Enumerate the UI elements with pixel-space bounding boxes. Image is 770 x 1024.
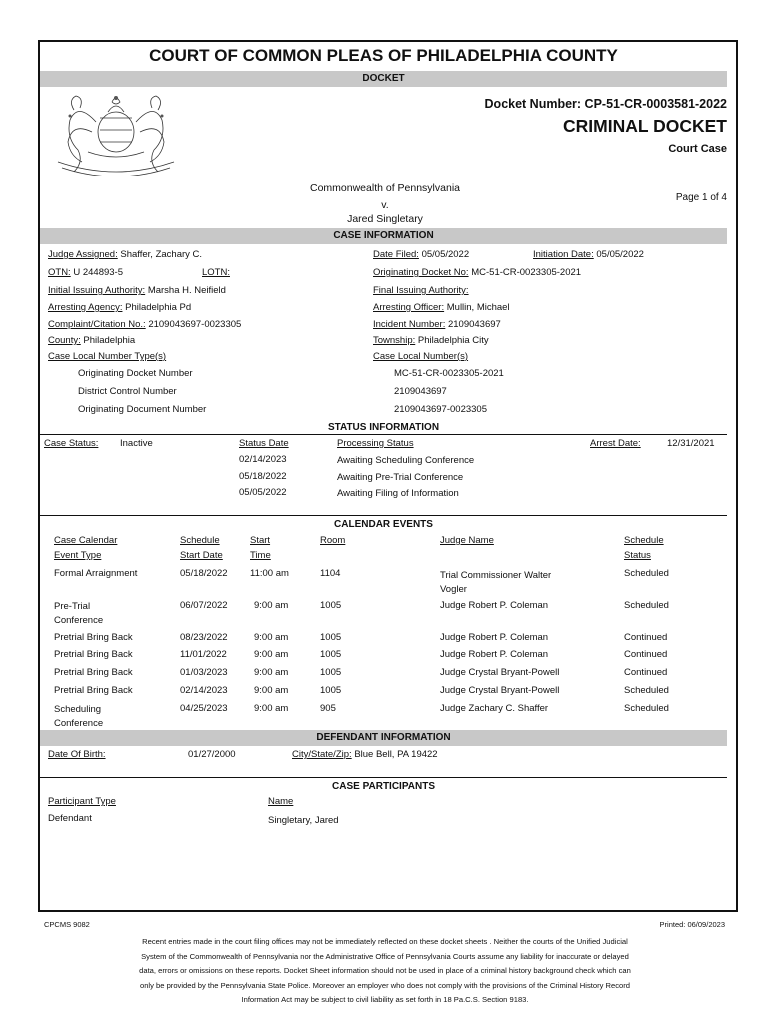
calendar-header-status: Schedule — [624, 535, 664, 546]
date-of-birth-label: Date Of Birth: — [48, 749, 106, 760]
court-case-label: Court Case — [668, 143, 727, 155]
event-room: 1104 — [320, 568, 341, 579]
printed-date: Printed: 06/09/2023 — [659, 920, 725, 929]
status-date: 05/05/2022 — [239, 487, 287, 498]
incident-number-value: 2109043697 — [447, 319, 501, 330]
caption-plaintiff: Commonwealth of Pennsylvania — [310, 182, 460, 194]
disclaimer — [60, 935, 710, 1008]
event-status: Scheduled — [624, 685, 669, 696]
event-room: 1005 — [320, 667, 342, 678]
local-number-value: 2109043697 — [394, 386, 447, 397]
event-time: 11:00 am — [250, 568, 289, 579]
originating-docket-label: Originating Docket No: — [373, 267, 469, 278]
city-state-zip-label: City/State/Zip: — [292, 749, 352, 760]
incident-number-label: Incident Number: — [373, 319, 446, 330]
initial-issuing-authority-value: Marsha H. Neifield — [147, 285, 226, 296]
event-time: 9:00 am — [254, 703, 289, 714]
docket-bar: DOCKET — [40, 71, 727, 87]
docket-number: Docket Number: CP-51-CR-0003581-2022 — [484, 97, 727, 111]
event-judge: Judge Crystal Bryant-Powell — [440, 667, 560, 678]
defendant-information-bar: DEFENDANT INFORMATION — [40, 730, 727, 746]
event-time: 9:00 am — [254, 685, 289, 696]
local-number-type: District Control Number — [78, 386, 177, 397]
calendar-header-type: Event Type — [54, 550, 102, 561]
participant-name-header: Name — [268, 796, 294, 807]
status-date: 02/14/2023 — [239, 454, 287, 465]
event-judge: Judge Crystal Bryant-Powell — [440, 685, 560, 696]
event-time: 9:00 am — [254, 649, 289, 660]
disclaimer-line: System of the Commonwealth of Pennsylvania nor the Administrative Office of Pennsylvania Courts assume any liability for inaccurate or delayed — [141, 951, 629, 961]
local-number-value: MC-51-CR-0023305-2021 — [394, 368, 504, 379]
event-date: 04/25/2023 — [180, 703, 228, 714]
event-judge: Judge Robert P. Coleman — [440, 649, 549, 660]
lotn-label: LOTN: — [202, 267, 230, 278]
event-date: 05/18/2022 — [180, 568, 228, 579]
event-type: Pretrial Bring Back — [54, 632, 133, 643]
county-value: Philadelphia — [83, 335, 136, 346]
arrest-date-label: Arrest Date: — [590, 438, 641, 449]
calendar-header-date: Schedule — [180, 535, 220, 546]
processing-status-header: Processing Status — [337, 438, 414, 449]
event-status: Scheduled — [624, 703, 669, 714]
otn-value: U 244893-5 — [73, 267, 123, 278]
calendar-header-judge: Judge Name — [440, 535, 494, 546]
disclaimer-line: Recent entries made in the court filing offices may not be immediately reflected on these docket sheets . Neither the courts of the Unified Judicial — [142, 937, 628, 946]
local-number-value: 2109043697-0023305 — [394, 404, 487, 415]
calendar-header-room: Room — [320, 535, 346, 546]
local-number-type: Originating Document Number — [78, 404, 207, 415]
event-room: 1005 — [320, 685, 342, 696]
event-time: 9:00 am — [254, 667, 289, 678]
caption-versus: v. — [381, 199, 389, 211]
arresting-agency-label: Arresting Agency: — [48, 302, 123, 313]
event-status: Continued — [624, 632, 668, 643]
event-room: 905 — [320, 703, 336, 714]
calendar-events-title: CALENDAR EVENTS — [334, 519, 433, 530]
event-date: 08/23/2022 — [180, 632, 228, 643]
arresting-agency-value: Philadelphia Pd — [125, 302, 192, 313]
event-type: Pretrial Bring Back — [54, 685, 133, 696]
case-status-label: Case Status: — [44, 438, 99, 449]
case-status-value: Inactive — [120, 438, 153, 449]
participant-type-header: Participant Type — [48, 796, 116, 807]
event-room: 1005 — [320, 632, 342, 643]
date-filed-label: Date Filed: — [373, 249, 419, 260]
event-room: 1005 — [320, 649, 342, 660]
event-type: Pre-Trial Conference — [54, 601, 104, 626]
initiation-date-label: Initiation Date: — [533, 249, 594, 260]
disclaimer-line: Information Act may be subject to civil liability as set forth in 18 Pa.C.S. Section 9183. — [241, 995, 529, 1004]
status-date: 05/18/2022 — [239, 471, 287, 482]
event-time: 9:00 am — [254, 600, 289, 611]
judge-assigned-label: Judge Assigned: — [48, 249, 118, 260]
event-status: Continued — [624, 649, 668, 660]
page-number: Page 1 of 4 — [675, 192, 727, 203]
county-label: County: — [48, 335, 81, 346]
event-time: 9:00 am — [254, 632, 289, 643]
originating-docket-value: MC-51-CR-0023305-2021 — [471, 267, 582, 278]
event-status: Continued — [624, 667, 668, 678]
arrest-date-value: 12/31/2021 — [667, 438, 715, 449]
date-of-birth-value: 01/27/2000 — [188, 749, 236, 760]
event-date: 11/01/2022 — [180, 649, 227, 660]
judge-assigned-value: Shaffer, Zachary C. — [120, 249, 203, 260]
event-date: 01/03/2023 — [180, 667, 228, 678]
caption-defendant: Jared Singletary — [347, 213, 423, 225]
status-date-header: Status Date — [239, 438, 289, 449]
event-judge: Trial Commissioner Walter Vogler — [440, 570, 552, 595]
docket-type: CRIMINAL DOCKET — [563, 116, 727, 136]
event-type: Pretrial Bring Back — [54, 667, 133, 678]
city-state-zip-value: Blue Bell, PA 19422 — [354, 749, 438, 760]
court-title: COURT OF COMMON PLEAS OF PHILADELPHIA COUNTY — [149, 46, 618, 65]
case-local-number-type-label: Case Local Number Type(s) — [48, 351, 167, 362]
arresting-officer-label: Arresting Officer: — [373, 302, 445, 313]
event-type: Formal Arraignment — [54, 568, 138, 579]
participant-type: Defendant — [48, 813, 92, 824]
processing-status: Awaiting Scheduling Conference — [337, 455, 475, 466]
disclaimer-line: data, errors or omissions on these reports. Docket Sheet information should not be used in place of a criminal history background check which can — [139, 966, 631, 975]
calendar-header-time: Start — [250, 535, 271, 546]
complaint-citation-value: 2109043697-0023305 — [148, 319, 242, 330]
pennsylvania-seal-icon — [48, 92, 184, 176]
calendar-header-time: Time — [250, 550, 271, 561]
date-filed-value: 05/05/2022 — [421, 249, 470, 260]
calendar-header-status: Status — [624, 550, 651, 561]
final-issuing-authority-label: Final Issuing Authority: — [373, 285, 469, 296]
event-judge: Judge Zachary C. Shaffer — [440, 703, 549, 714]
township-label: Township: — [373, 335, 416, 346]
event-date: 06/07/2022 — [180, 600, 228, 611]
complaint-citation-label: Complaint/Citation No.: — [48, 319, 146, 330]
event-type: Pretrial Bring Back — [54, 649, 133, 660]
event-date: 02/14/2023 — [180, 685, 228, 696]
township-value: Philadelphia City — [417, 335, 489, 346]
calendar-header-date: Start Date — [180, 550, 223, 561]
case-information-bar: CASE INFORMATION — [40, 228, 727, 244]
event-status: Scheduled — [624, 600, 669, 611]
processing-status: Awaiting Filing of Information — [337, 488, 459, 499]
event-judge: Judge Robert P. Coleman — [440, 600, 549, 611]
calendar-header-type: Case Calendar — [54, 535, 118, 546]
local-number-type: Originating Docket Number — [78, 368, 193, 379]
event-status: Scheduled — [624, 568, 669, 579]
initiation-date-value: 05/05/2022 — [596, 249, 644, 260]
form-id: CPCMS 9082 — [44, 920, 90, 929]
arresting-officer-value: Mullin, Michael — [446, 302, 510, 313]
processing-status: Awaiting Pre-Trial Conference — [337, 472, 464, 483]
otn-label: OTN: — [48, 267, 71, 278]
case-local-numbers-label: Case Local Number(s) — [373, 351, 469, 362]
case-participants-title: CASE PARTICIPANTS — [332, 781, 435, 792]
initial-issuing-authority-label: Initial Issuing Authority: — [48, 285, 146, 296]
event-type: Scheduling Conference — [54, 704, 104, 729]
status-information-title: STATUS INFORMATION — [327, 422, 440, 433]
participant-name: Singletary, Jared — [268, 815, 339, 826]
event-judge: Judge Robert P. Coleman — [440, 632, 549, 643]
disclaimer-line: only be provided by the Pennsylvania State Police. Moreover an employer who does not comply with the provisions of the Criminal History Record — [139, 980, 631, 990]
event-room: 1005 — [320, 600, 342, 611]
